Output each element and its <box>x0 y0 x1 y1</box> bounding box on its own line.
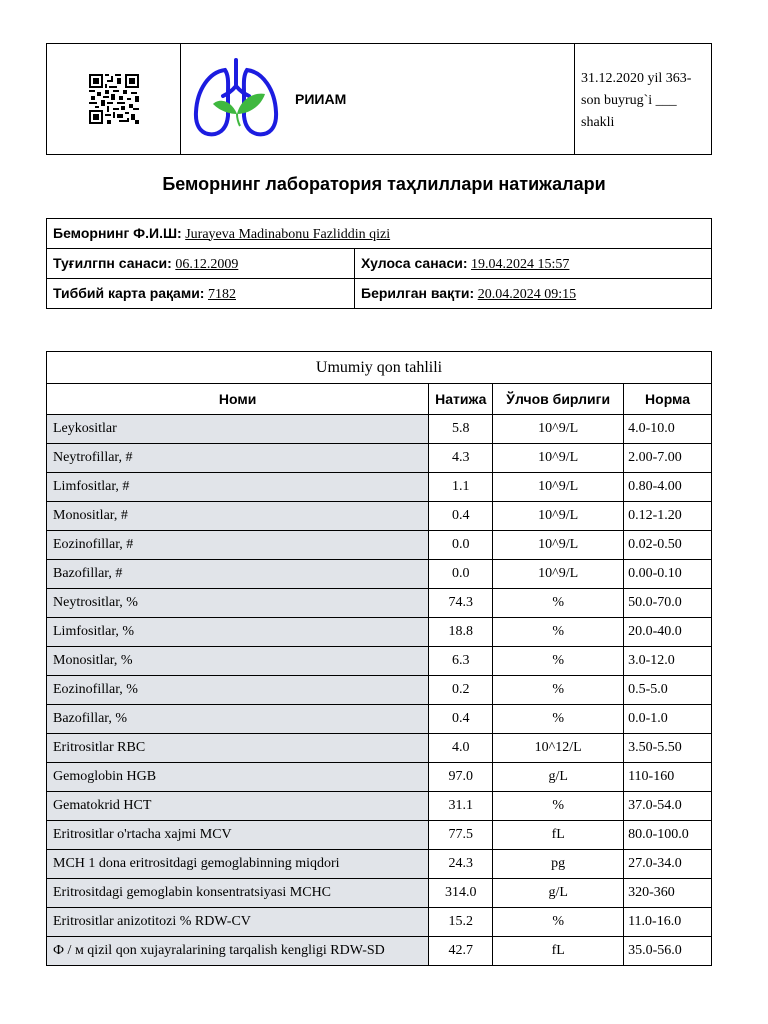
test-norm: 0.12-1.20 <box>624 502 712 531</box>
test-norm: 0.02-0.50 <box>624 531 712 560</box>
order-reference: 31.12.2020 yil 363-son buyrug`i ___ shakli <box>581 71 692 130</box>
test-name: Ф / м qizil qon xujayralarining tarqalish kengligi RDW-SD <box>47 937 429 966</box>
document-header <box>46 43 712 155</box>
test-norm: 50.0-70.0 <box>624 589 712 618</box>
test-name: Monositlar, % <box>47 647 429 676</box>
page-title: Беморнинг лаборатория таҳлиллари натижалари <box>162 174 606 194</box>
column-header-result: Натижа <box>429 384 493 415</box>
test-norm: 4.0-10.0 <box>624 415 712 444</box>
test-unit: g/L <box>493 763 624 792</box>
test-result: 6.3 <box>429 647 493 676</box>
patient-info-table <box>46 218 712 309</box>
table-row <box>47 444 712 473</box>
blood-test-table <box>46 351 712 966</box>
test-name: Eritrositlar RBC <box>47 734 429 763</box>
test-norm: 80.0-100.0 <box>624 821 712 850</box>
test-unit: % <box>493 705 624 734</box>
test-result: 4.3 <box>429 444 493 473</box>
test-unit: % <box>493 618 624 647</box>
test-result: 1.1 <box>429 473 493 502</box>
test-norm: 0.5-5.0 <box>624 676 712 705</box>
table-row <box>47 647 712 676</box>
issued-time-value: 20.04.2024 09:15 <box>477 286 577 302</box>
birth-date-value: 06.12.2009 <box>175 256 239 272</box>
test-result: 18.8 <box>429 618 493 647</box>
test-result: 0.2 <box>429 676 493 705</box>
test-result: 24.3 <box>429 850 493 879</box>
table-row <box>47 473 712 502</box>
test-name: Neytrositlar, % <box>47 589 429 618</box>
test-norm: 11.0-16.0 <box>624 908 712 937</box>
patient-name-label: Беморнинг Ф.И.Ш: <box>53 224 182 241</box>
test-unit: 10^9/L <box>493 502 624 531</box>
test-name: Eozinofillar, % <box>47 676 429 705</box>
test-result: 97.0 <box>429 763 493 792</box>
dates-row <box>47 249 712 279</box>
medical-card-value: 7182 <box>207 286 236 302</box>
test-unit: 10^9/L <box>493 560 624 589</box>
test-result: 31.1 <box>429 792 493 821</box>
table-header-row <box>47 384 712 415</box>
result-rows <box>47 415 712 966</box>
test-norm: 110-160 <box>624 763 712 792</box>
test-norm: 2.00-7.00 <box>624 444 712 473</box>
test-unit: % <box>493 908 624 937</box>
table-row <box>47 879 712 908</box>
test-norm: 3.0-12.0 <box>624 647 712 676</box>
table-row <box>47 502 712 531</box>
issued-time-cell <box>355 279 712 309</box>
test-name: Limfositlar, % <box>47 618 429 647</box>
test-unit: % <box>493 676 624 705</box>
patient-name-cell <box>47 219 712 249</box>
card-row <box>47 279 712 309</box>
test-name: Gematokrid HCT <box>47 792 429 821</box>
table-row <box>47 705 712 734</box>
conclusion-date-label: Хулоса санаси: <box>361 254 468 271</box>
test-norm: 20.0-40.0 <box>624 618 712 647</box>
test-result: 314.0 <box>429 879 493 908</box>
test-unit: g/L <box>493 879 624 908</box>
test-unit: pg <box>493 850 624 879</box>
test-unit: 10^12/L <box>493 734 624 763</box>
table-row <box>47 734 712 763</box>
test-name: Bazofillar, # <box>47 560 429 589</box>
birth-date-label: Туғилгпн санаси: <box>53 254 172 271</box>
test-name: Eritrositlar o'rtacha xajmi MCV <box>47 821 429 850</box>
table-row <box>47 676 712 705</box>
logo-cell <box>181 44 575 154</box>
table-row <box>47 763 712 792</box>
test-unit: % <box>493 792 624 821</box>
medical-card-label: Тиббий карта рақами: <box>53 284 205 301</box>
patient-name-value: Jurayeva Madinabonu Fazliddin qizi <box>185 226 391 242</box>
test-norm: 3.50-5.50 <box>624 734 712 763</box>
test-unit: 10^9/L <box>493 531 624 560</box>
table-row <box>47 792 712 821</box>
test-name: MCH 1 dona eritrositdagi gemoglabinning miqdori <box>47 850 429 879</box>
table-row <box>47 908 712 937</box>
test-result: 15.2 <box>429 908 493 937</box>
table-row <box>47 850 712 879</box>
test-name: Leykositlar <box>47 415 429 444</box>
test-name: Eritrositlar anizotitozi % RDW-CV <box>47 908 429 937</box>
test-unit: % <box>493 647 624 676</box>
test-result: 77.5 <box>429 821 493 850</box>
test-norm: 35.0-56.0 <box>624 937 712 966</box>
test-result: 5.8 <box>429 415 493 444</box>
qr-cell <box>47 44 181 154</box>
medical-card-cell <box>47 279 355 309</box>
table-caption: Umumiy qon tahlili <box>47 352 712 384</box>
test-norm: 0.0-1.0 <box>624 705 712 734</box>
table-row <box>47 821 712 850</box>
test-result: 0.0 <box>429 531 493 560</box>
test-norm: 0.80-4.00 <box>624 473 712 502</box>
column-header-unit: Ўлчов бирлиги <box>493 384 624 415</box>
org-name: РИИАМ <box>295 91 347 107</box>
test-unit: 10^9/L <box>493 415 624 444</box>
test-norm: 37.0-54.0 <box>624 792 712 821</box>
test-name: Bazofillar, % <box>47 705 429 734</box>
table-row <box>47 531 712 560</box>
test-result: 4.0 <box>429 734 493 763</box>
test-name: Neytrofillar, # <box>47 444 429 473</box>
test-name: Eritrositdagi gemoglabin konsentratsiyasi MCHC <box>47 879 429 908</box>
lungs-logo-icon <box>191 56 281 142</box>
test-unit: % <box>493 589 624 618</box>
table-row <box>47 589 712 618</box>
test-name: Gemoglobin HGB <box>47 763 429 792</box>
test-norm: 0.00-0.10 <box>624 560 712 589</box>
table-row <box>47 618 712 647</box>
conclusion-date-cell <box>355 249 712 279</box>
table-caption-row <box>47 352 712 384</box>
test-name: Monositlar, # <box>47 502 429 531</box>
test-result: 74.3 <box>429 589 493 618</box>
test-name: Limfositlar, # <box>47 473 429 502</box>
table-row <box>47 415 712 444</box>
test-unit: fL <box>493 821 624 850</box>
test-result: 42.7 <box>429 937 493 966</box>
test-unit: 10^9/L <box>493 444 624 473</box>
test-unit: fL <box>493 937 624 966</box>
birth-date-cell <box>47 249 355 279</box>
test-result: 0.4 <box>429 502 493 531</box>
test-name: Eozinofillar, # <box>47 531 429 560</box>
test-result: 0.0 <box>429 560 493 589</box>
test-result: 0.4 <box>429 705 493 734</box>
conclusion-date-value: 19.04.2024 15:57 <box>471 256 570 272</box>
test-unit: 10^9/L <box>493 473 624 502</box>
qr-code-icon <box>89 74 139 124</box>
test-norm: 320-360 <box>624 879 712 908</box>
table-row <box>47 560 712 589</box>
column-header-norm: Норма <box>624 384 712 415</box>
column-header-name: Номи <box>47 384 429 415</box>
test-norm: 27.0-34.0 <box>624 850 712 879</box>
issued-time-label: Берилган вақти: <box>361 284 475 301</box>
table-row <box>47 937 712 966</box>
patient-name-row <box>47 219 712 249</box>
